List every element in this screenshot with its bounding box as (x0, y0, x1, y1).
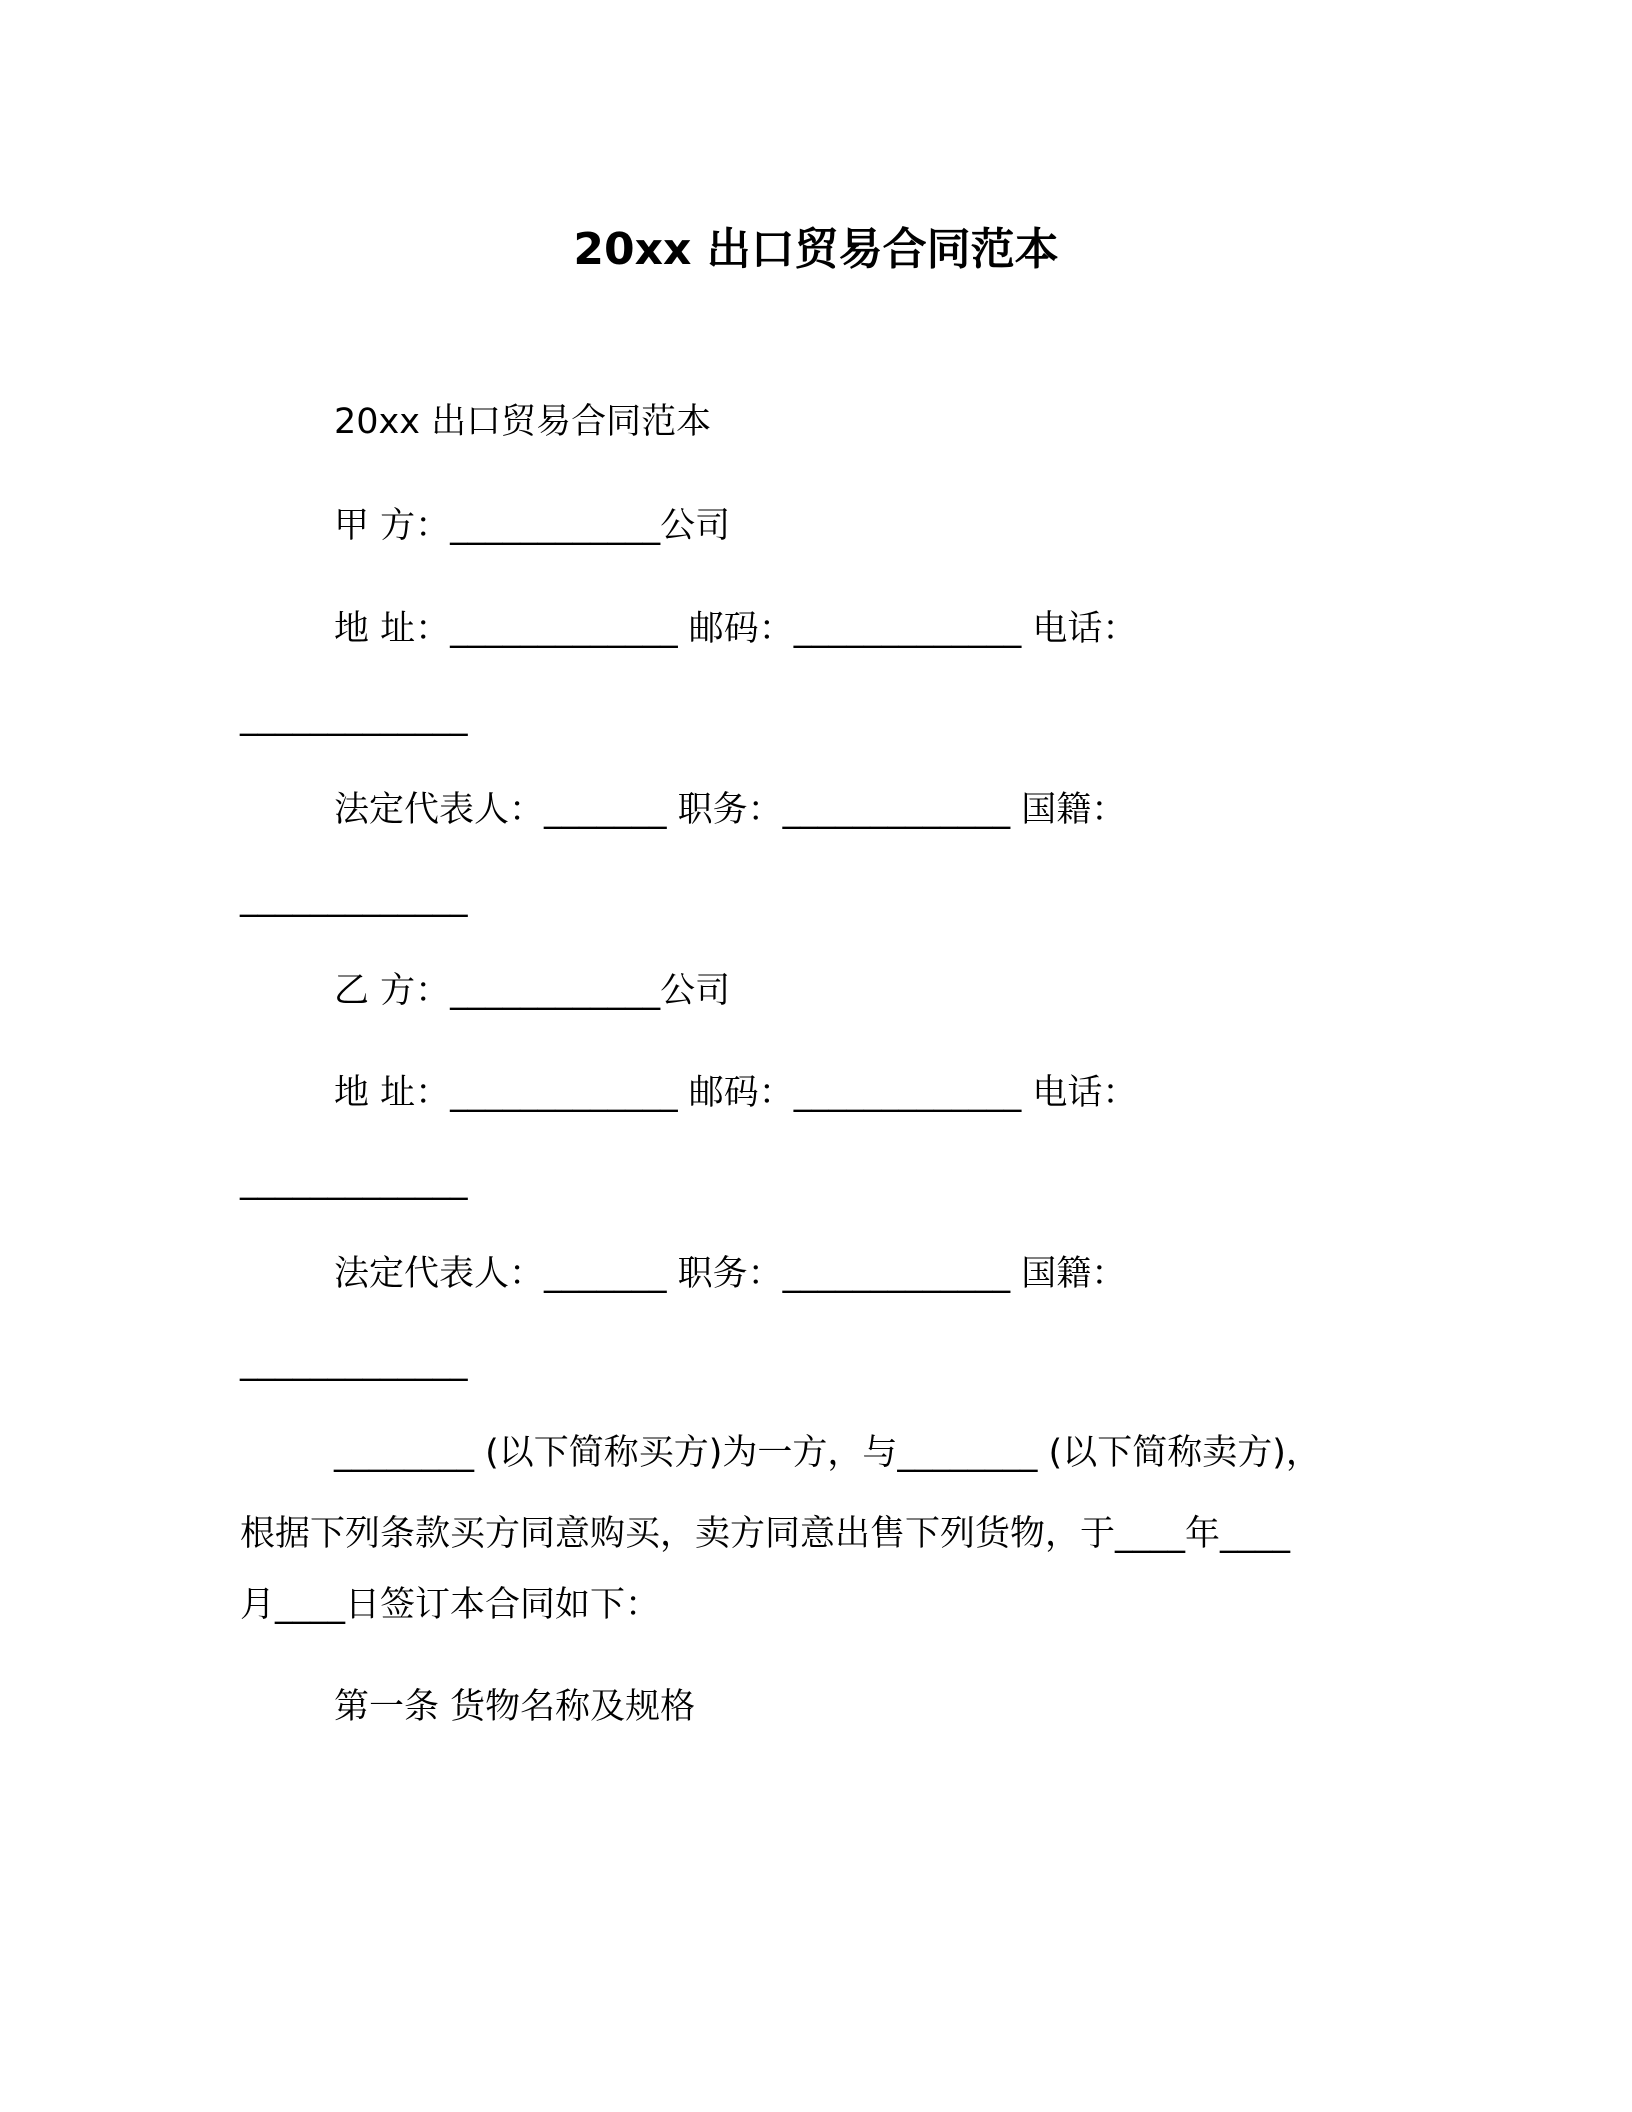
agreement-paragraph-line-3: 月____日签订本合同如下： (240, 1585, 661, 1625)
party-a-phone-blank: _____________ (240, 697, 468, 737)
document-title: 20xx 出口贸易合同范本 (573, 224, 1059, 275)
agreement-paragraph-line-2: 根据下列条款买方同意购买，卖方同意出售下列货物，于____年____ (240, 1514, 1291, 1554)
party-a-company-line: 甲 方：____________公司 (334, 506, 731, 546)
party-b-nationality-blank: _____________ (240, 1342, 468, 1382)
subtitle-line: 20xx 出口贸易合同范本 (334, 402, 712, 442)
party-b-company-line: 乙 方：____________公司 (334, 971, 731, 1011)
party-b-phone-blank: _____________ (240, 1161, 468, 1201)
party-b-representative-line: 法定代表人：_______ 职务：_____________ 国籍： (334, 1254, 1127, 1294)
article-1-heading: 第一条 货物名称及规格 (334, 1687, 696, 1727)
party-b-address-line: 地 址：_____________ 邮码：_____________ 电话： (334, 1073, 1138, 1113)
party-a-address-line: 地 址：_____________ 邮码：_____________ 电话： (334, 609, 1138, 649)
party-a-representative-line: 法定代表人：_______ 职务：_____________ 国籍： (334, 790, 1127, 830)
agreement-paragraph-line-1: ________ (以下简称买方)为一方，与________ (以下简称卖方)， (334, 1433, 1321, 1473)
party-a-nationality-blank: _____________ (240, 878, 468, 918)
